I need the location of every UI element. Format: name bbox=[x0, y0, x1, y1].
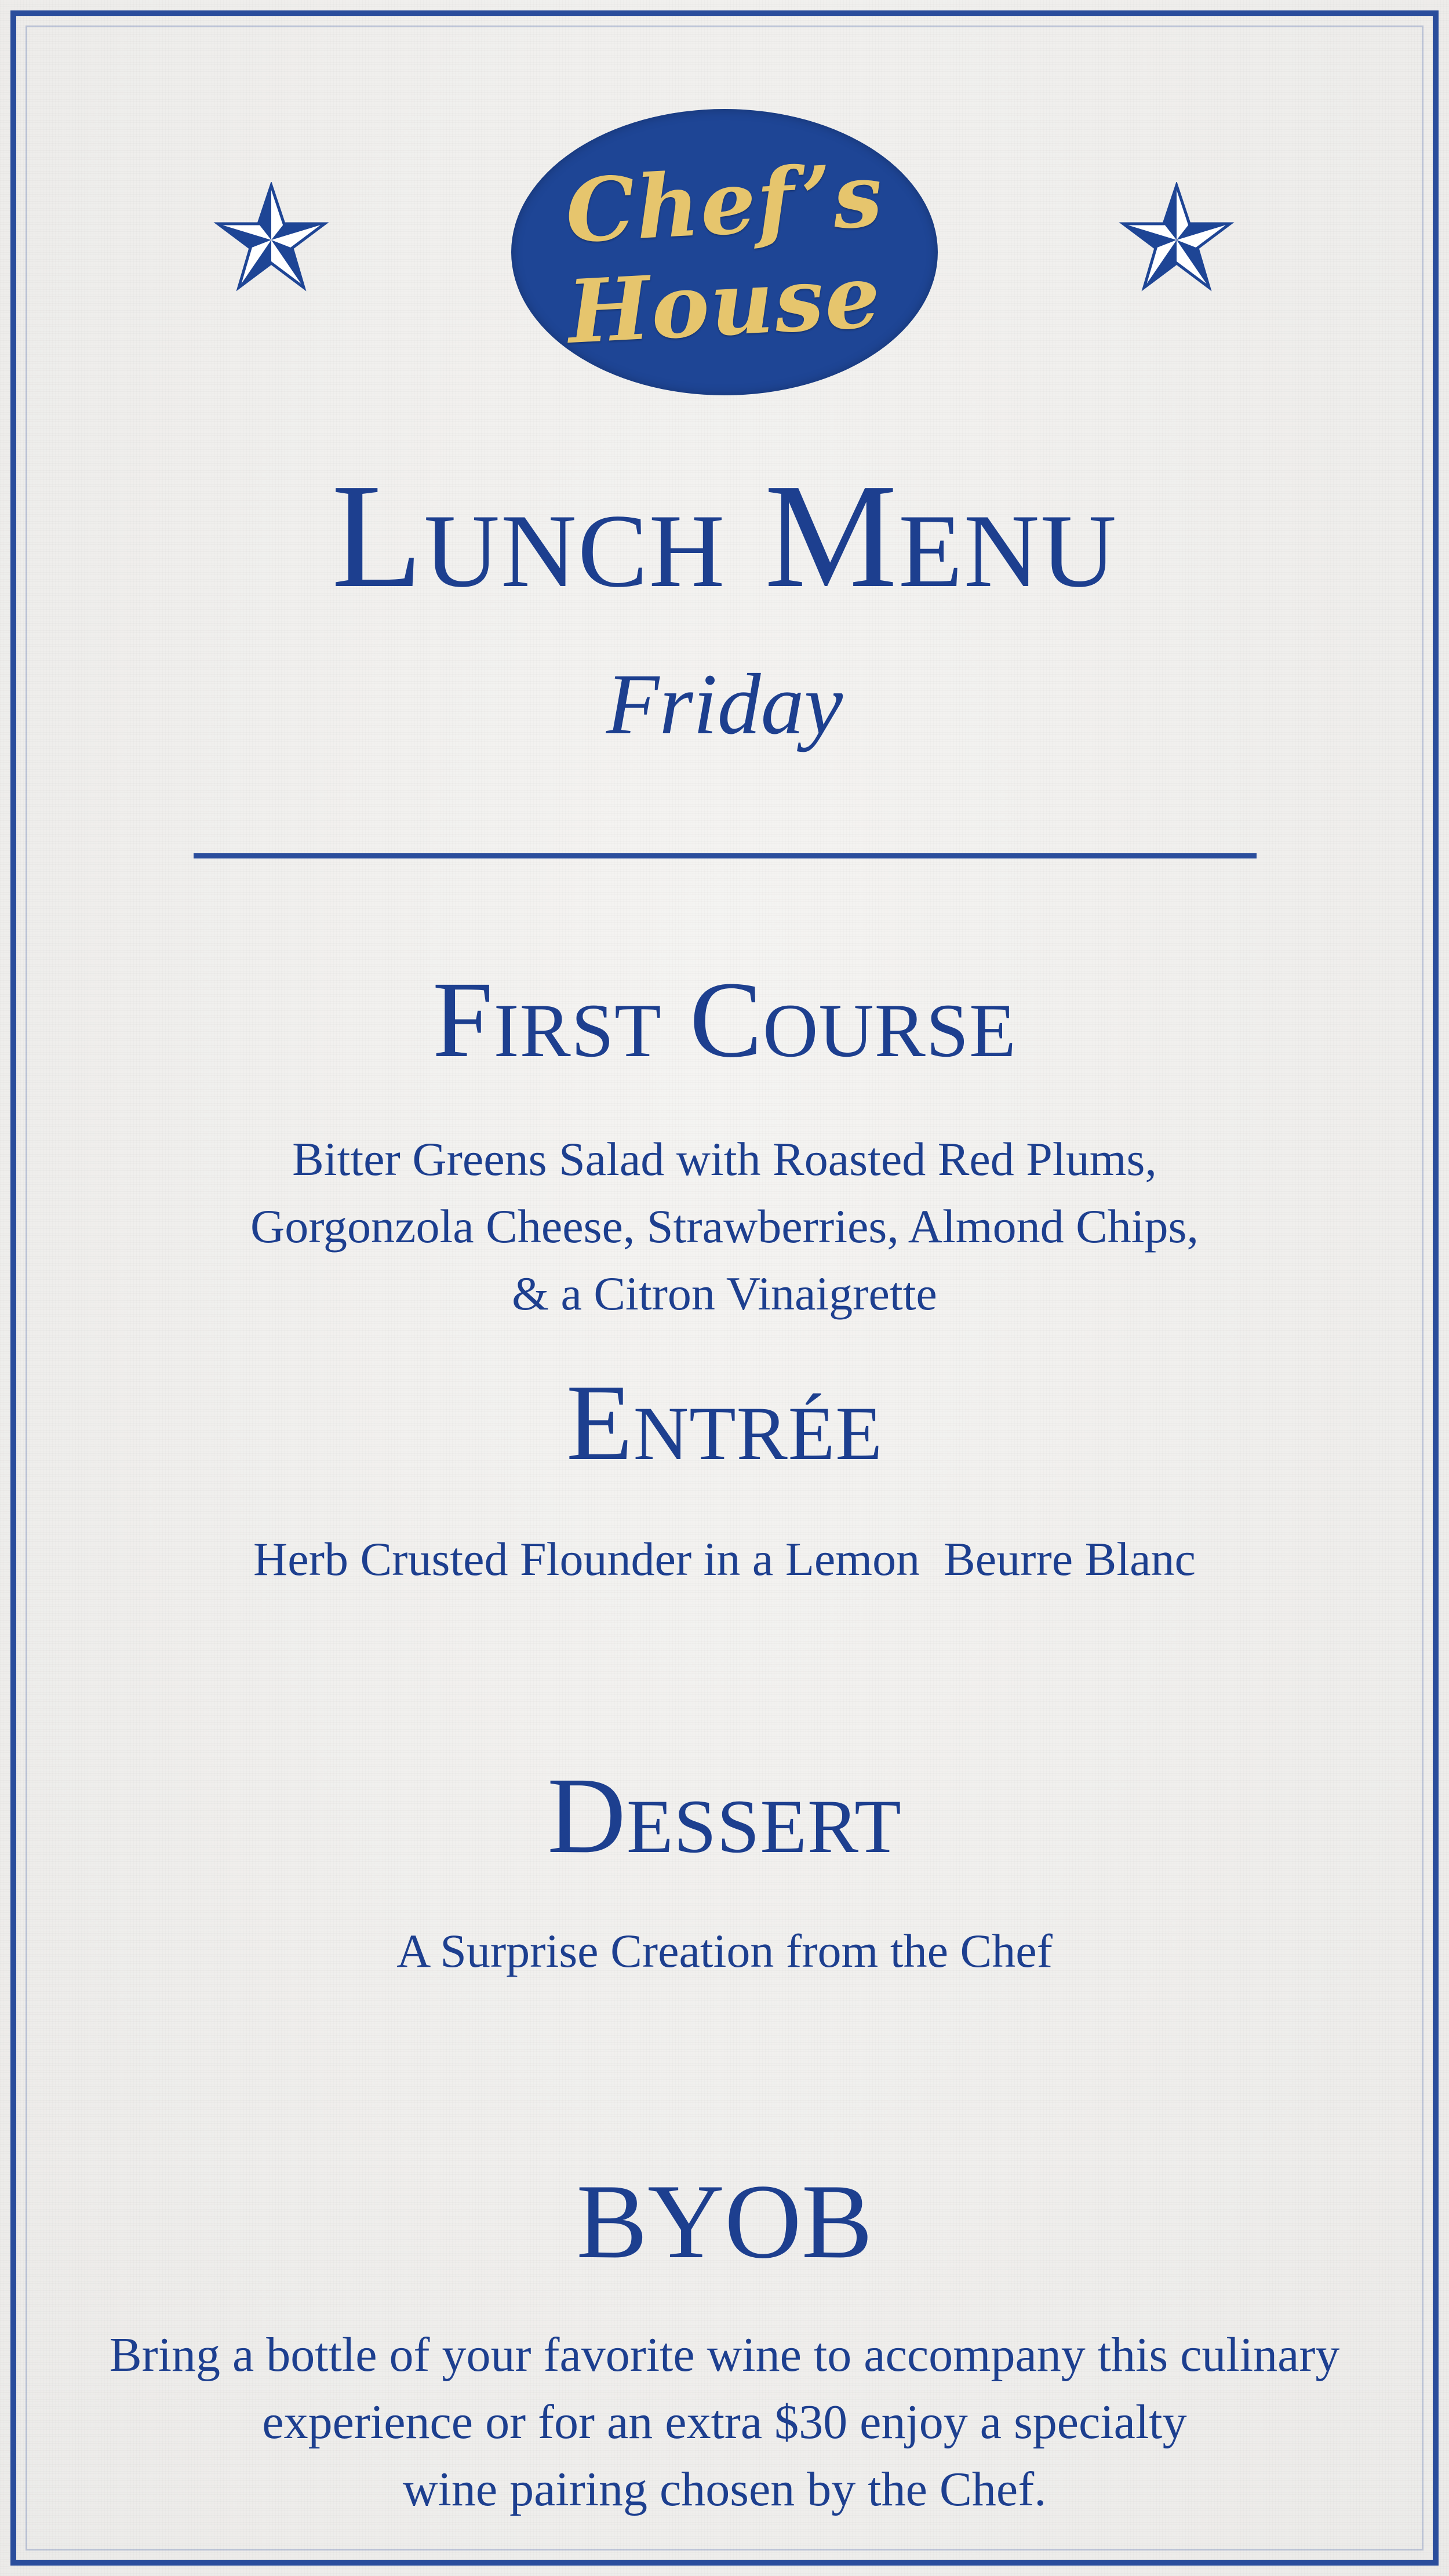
dessert-description bbox=[0, 1918, 1449, 1985]
description-line: Herb Crusted Flounder in a Lemon Beurre Blanc bbox=[253, 1533, 1196, 1585]
logo-text-line-2: House bbox=[565, 245, 884, 364]
description-line: & a Citron Vinaigrette bbox=[512, 1267, 937, 1320]
description-line: wine pairing chosen by the Chef. bbox=[402, 2462, 1047, 2516]
entree-heading: Entrée bbox=[566, 1362, 883, 1483]
menu-title: Lunch Menu bbox=[331, 453, 1118, 618]
restaurant-logo bbox=[511, 109, 938, 395]
description-line: experience or for an extra $30 enjoy a specialty bbox=[262, 2395, 1187, 2449]
divider-line bbox=[194, 853, 1257, 858]
star-icon bbox=[213, 182, 329, 298]
description-line: A Surprise Creation from the Chef bbox=[396, 1924, 1053, 1977]
menu-day: Friday bbox=[606, 656, 843, 752]
description-line: Gorgonzola Cheese, Strawberries, Almond Chips, bbox=[250, 1200, 1199, 1253]
entree-description bbox=[0, 1526, 1449, 1593]
description-line: Bring a bottle of your favorite wine to accompany this culinary bbox=[109, 2328, 1340, 2382]
dessert-heading: Dessert bbox=[547, 1755, 902, 1876]
byob-description bbox=[0, 2322, 1449, 2523]
byob-heading: BYOB bbox=[576, 2162, 873, 2280]
star-icon bbox=[1119, 182, 1235, 298]
first-course-description bbox=[0, 1126, 1449, 1327]
logo-text-line-1: Chef’s bbox=[563, 144, 886, 263]
description-line: Bitter Greens Salad with Roasted Red Plums, bbox=[292, 1133, 1157, 1185]
first-course-heading: First Course bbox=[432, 959, 1017, 1080]
